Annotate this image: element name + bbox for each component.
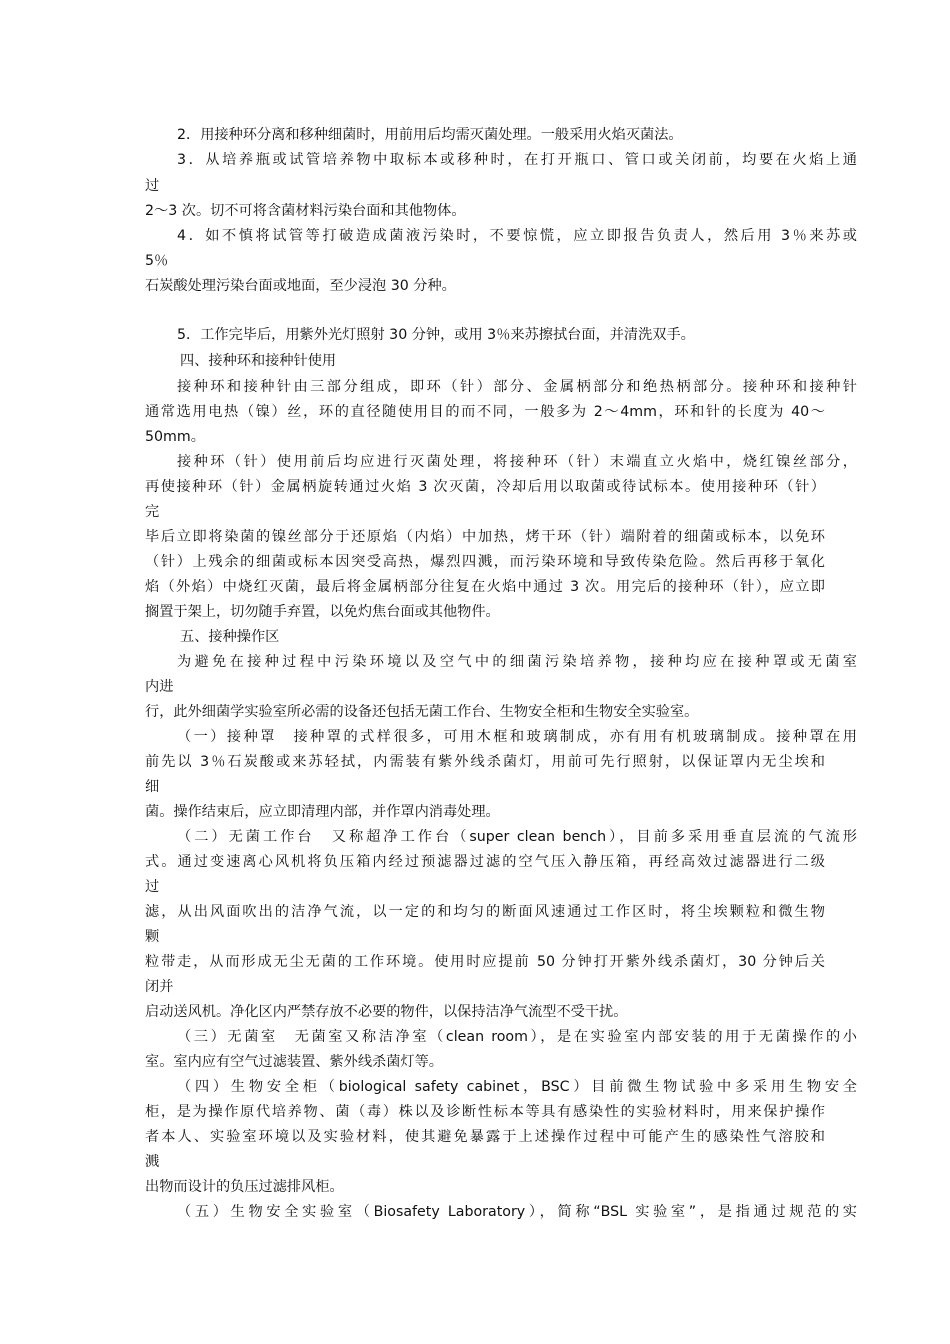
paragraph-line: （二）无菌工作台 又称超净工作台（super clean bench），目前多采用垂直层流的气流形 <box>177 829 857 845</box>
paragraph-line: 行，此外细菌学实验室所必需的设备还包括无菌工作台、生物安全柜和生物安全实验室。 <box>145 704 699 720</box>
paragraph-line: 完 <box>145 504 160 520</box>
paragraph-line: 2．用接种环分离和移种细菌时，用前用后均需灭菌处理。一般采用火焰灭菌法。 <box>177 127 683 143</box>
paragraph-line: 柜，是为操作原代培养物、菌（毒）株以及诊断性标本等具有感染性的实验材料时，用来保护操作 <box>145 1104 825 1120</box>
paragraph-line: 粒带走，从而形成无尘无菌的工作环境。使用时应提前 50 分钟打开紫外线杀菌灯，30 分钟后关 <box>145 954 825 970</box>
paragraph-line: 50mm。 <box>145 429 205 445</box>
section-heading: 四、接种环和接种针使用 <box>180 353 337 369</box>
paragraph-line: （五）生物安全实验室（Biosafety Laboratory），简称“BSL 实验室”，是指通过规范的实 <box>177 1204 857 1220</box>
paragraph-line: 滤，从出风面吹出的洁净气流，以一定的和均匀的断面风速通过工作区时，将尘埃颗粒和微生物 <box>145 904 825 920</box>
paragraph-line: 石炭酸处理污染台面或地面，至少浸泡 30 分种。 <box>145 278 456 294</box>
paragraph-line: 出物而设计的负压过滤排风柜。 <box>145 1179 344 1195</box>
section-heading: 五、接种操作区 <box>180 629 280 645</box>
paragraph-line: 接种环（针）使用前后均应进行灭菌处理，将接种环（针）末端直立火焰中，烧红镍丝部分， <box>177 454 857 470</box>
paragraph-line: 内进 <box>145 679 174 695</box>
paragraph-line: 过 <box>145 178 160 194</box>
paragraph-line: 为避免在接种过程中污染环境以及空气中的细菌污染培养物，接种均应在接种罩或无菌室 <box>177 654 857 670</box>
paragraph-line: 通常选用电热（镍）丝，环的直径随使用目的而不同，一般多为 2～4mm，环和针的长度为 40～ <box>145 404 825 420</box>
paragraph-line: 接种环和接种针由三部分组成，即环（针）部分、金属柄部分和绝热柄部分。接种环和接种针 <box>177 379 857 395</box>
paragraph-line: 毕后立即将染菌的镍丝部分于还原焰（内焰）中加热，烤干环（针）端附着的细菌或标本，以免环 <box>145 529 825 545</box>
paragraph-line: 闭并 <box>145 979 174 995</box>
paragraph-line: 3．从培养瓶或试管培养物中取标本或移种时，在打开瓶口、管口或关闭前，均要在火焰上通 <box>177 152 857 168</box>
paragraph-line: 4．如不慎将试管等打破造成菌液污染时，不要惊慌，应立即报告负责人，然后用 3％来苏或 <box>177 228 857 244</box>
paragraph-line: 菌。操作结束后，应立即清理内部，并作罩内消毒处理。 <box>145 804 500 820</box>
paragraph-line: 2～3 次。切不可将含菌材料污染台面和其他物体。 <box>145 203 466 219</box>
paragraph-line: （针）上残余的细菌或标本因突受高热，爆烈四溅，而污染环境和导致传染危险。然后再移于氧化 <box>145 554 825 570</box>
paragraph-line: 5％ <box>145 253 169 269</box>
paragraph-line: 过 <box>145 879 160 895</box>
paragraph-line: 焰（外焰）中烧红灭菌，最后将金属柄部分往复在火焰中通过 3 次。用完后的接种环（针），应立即 <box>145 579 825 595</box>
paragraph-line: 启动送风机。净化区内严禁存放不必要的物件，以保持洁净气流型不受干扰。 <box>145 1004 628 1020</box>
paragraph-line: （三）无菌室 无菌室又称洁净室（clean room），是在实验室内部安装的用于无菌操作的小 <box>177 1029 857 1045</box>
paragraph-line: 室。室内应有空气过滤装置、紫外线杀菌灯等。 <box>145 1054 443 1070</box>
paragraph-line: 前先以 3％石炭酸或来苏轻拭，内需装有紫外线杀菌灯，用前可先行照射，以保证罩内无尘埃和 <box>145 754 825 770</box>
paragraph-line: 搁置于架上，切勿随手弃置，以免灼焦台面或其他物件。 <box>145 604 500 620</box>
paragraph-line: 细 <box>145 779 160 795</box>
paragraph-line: 颗 <box>145 929 160 945</box>
paragraph-line: 再使接种环（针）金属柄旋转通过火焰 3 次灭菌，冷却后用以取菌或待试标本。使用接种环（针） <box>145 479 825 495</box>
paragraph-line: （四）生物安全柜（biological safety cabinet，BSC）目前微生物试验中多采用生物安全 <box>177 1079 857 1095</box>
paragraph-line: 5．工作完毕后，用紫外光灯照射 30 分钟，或用 3％来苏擦拭台面，并清洗双手。 <box>177 327 695 343</box>
paragraph-line: 者本人、实验室环境以及实验材料，使其避免暴露于上述操作过程中可能产生的感染性气溶胶和 <box>145 1129 825 1145</box>
paragraph-line: 式。通过变速离心风机将负压箱内经过预滤器过滤的空气压入静压箱，再经高效过滤器进行二级 <box>145 854 825 870</box>
paragraph-line: （一）接种罩 接种罩的式样很多，可用木框和玻璃制成，亦有用有机玻璃制成。接种罩在用 <box>177 729 857 745</box>
paragraph-line: 溅 <box>145 1154 160 1170</box>
